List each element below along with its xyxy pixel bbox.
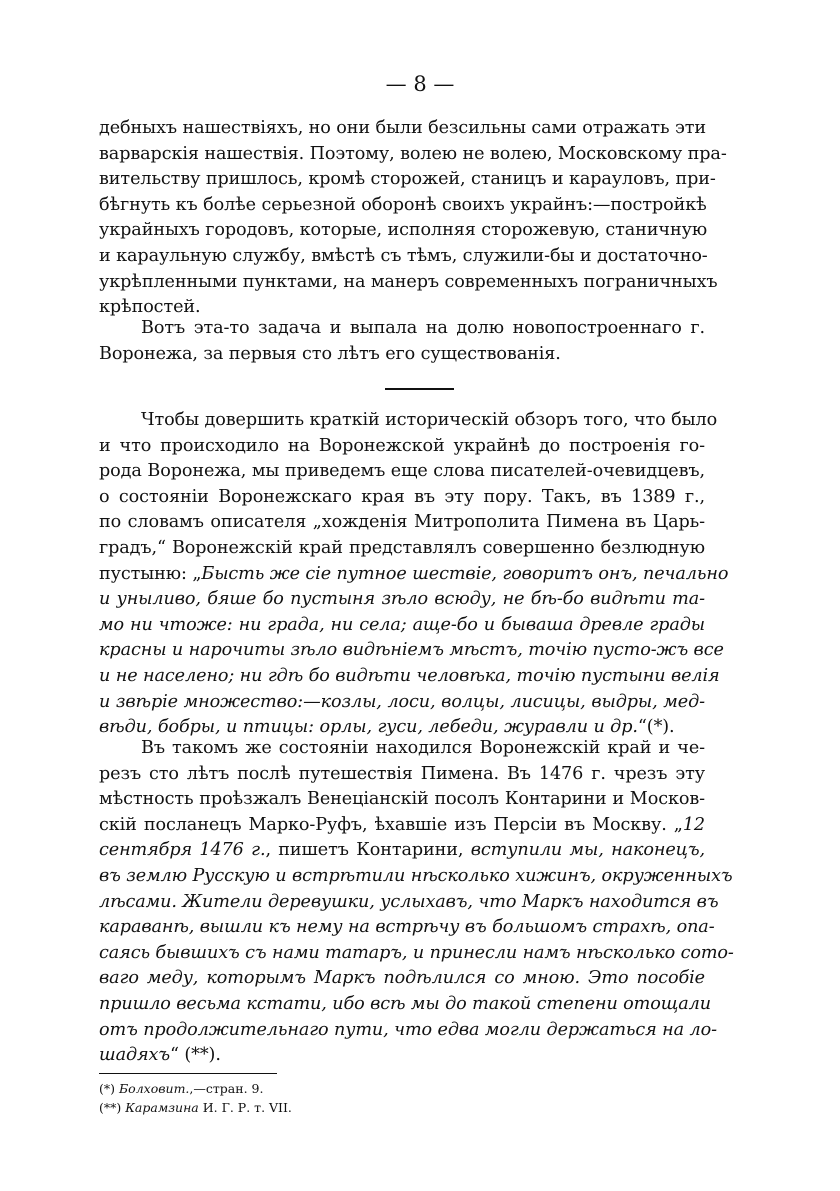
text-line (99, 941, 734, 967)
text-line (99, 434, 705, 460)
text-line (99, 536, 705, 562)
text-line (99, 510, 705, 536)
text-line (99, 762, 705, 788)
text-line (99, 562, 729, 588)
text-line (99, 638, 724, 664)
text-line (99, 459, 705, 485)
quote-text: караванѣ, вышли къ нему на встрѣчу въ большомъ страхѣ, опа- (99, 917, 715, 938)
body-text: пустыню: „ (99, 563, 202, 584)
body-text: “(*). (637, 717, 675, 738)
paragraph-4 (99, 736, 734, 1069)
body-text: “ (**). (170, 1045, 221, 1066)
footnote (99, 1098, 499, 1117)
text-line: варварскiя нашествiя. Поэтому, волею не волею, Московскому пра- (99, 143, 727, 164)
footnote (99, 1079, 499, 1098)
text-line (99, 813, 705, 839)
text-line: и караульную службу, вмѣстѣ съ тѣмъ, служили-бы и достаточно- (99, 245, 708, 266)
quote-text: вѣди, бобры, и птицы: орлы, гуси, лебеди, журавли и др. (99, 717, 638, 738)
quote-text: ваго меду, которымъ Маркъ подѣлился со мною. Это пособiе (99, 968, 705, 989)
text-line (99, 864, 733, 890)
quote-text: саясь бывшихъ съ нами татаръ, и принесли намъ нѣсколько сото- (99, 942, 734, 963)
body-text: резъ сто лѣтъ послѣ путешествiя Пимена. Въ 1476 г. чрезъ эту (99, 763, 705, 784)
quote-text: въ землю Русскую и встрѣтили нѣсколько хижинъ, окруженныхъ (99, 865, 733, 886)
text-line (99, 890, 719, 916)
footnote-text: И. Г. Р. т. VII. (198, 1100, 292, 1115)
paragraph-1 (99, 116, 727, 321)
footnote-marker: (**) (99, 1100, 122, 1115)
text-line: Воронежа, за первыя сто лѣтъ его существованiя. (99, 343, 561, 364)
section-divider (385, 388, 454, 390)
quote-text: сентября 1476 г. (99, 840, 266, 861)
quote-text: вступили мы, наконецъ, (470, 840, 705, 861)
text-line: вительству пришлось, кромѣ сторожей, станицъ и карауловъ, при- (99, 169, 716, 190)
footnote-text: ,—стран. 9. (189, 1081, 264, 1096)
paragraph-3 (99, 408, 729, 741)
quote-text: лѣсами. Жители деревушки, услыхавъ, что Маркъ находится въ (99, 891, 719, 912)
footnote-source: Болховит. (119, 1081, 190, 1096)
text-line: украйныхъ городовъ, которые, исполняя сторожевую, станичную (99, 220, 708, 241)
text-line (99, 992, 711, 1018)
quote-text: отъ продолжительнаго пути, что едва могли держаться на ло- (99, 1019, 717, 1040)
text-line (99, 485, 705, 511)
page-number: — 8 — (385, 72, 455, 96)
footnote-marker: (*) (99, 1081, 116, 1096)
body-text: мѣстность проѣзжалъ Венецiанскiй посолъ Контарини и Москов- (99, 789, 705, 810)
text-line (99, 1043, 705, 1069)
quote-text: и не населено; ни гдѣ бо видѣти человѣка, точiю пустыни велiя (99, 665, 720, 686)
body-text: по словамъ описателя „хожденiя Митрополита Пимена въ Царь- (99, 512, 705, 533)
body-text: Чтобы довершить краткiй историческiй обзоръ того, что было (141, 410, 718, 430)
paragraph-2 (99, 316, 705, 367)
quote-text: шадяхъ (99, 1045, 171, 1066)
text-line: крѣпостей. (99, 297, 201, 318)
text-line (99, 587, 705, 613)
quote-text: красны и нарочиты зѣло видѣнiемъ мѣстъ, точiю пусто-жъ все (99, 640, 724, 661)
text-line (99, 690, 705, 716)
text-line (99, 613, 705, 639)
body-text: и что происходило на Воронежской украйнѣ до построенiя го- (99, 435, 705, 456)
footnote-rule (99, 1073, 277, 1074)
text-line (99, 838, 705, 864)
body-text: скiй посланецъ Марко-Руфъ, ѣхавшiе изъ Персiи въ Москву. „ (99, 814, 683, 835)
text-line (99, 664, 720, 690)
footnotes (99, 1079, 499, 1117)
quote-text: мо ни чтоже: ни града, ни села; аще-бо и бываша древле грады (99, 614, 705, 635)
quote-text: Бысть же сiе путное шествiе, говоритъ онъ, печально (201, 563, 729, 584)
body-text: , пишетъ Контарини, (265, 840, 471, 861)
text-line (99, 787, 705, 813)
quote-text: 12 (682, 814, 705, 835)
text-line (99, 966, 705, 992)
quote-text: пришло весьма кстати, ибо всѣ мы до такой степени отощали (99, 993, 711, 1014)
body-text: Въ такомъ же состоянiи находился Воронежскiй край и че- (141, 738, 705, 758)
text-line: бѣгнуть къ болѣе серьезной оборонѣ своихъ украйнъ:—постройкѣ (99, 194, 707, 215)
text-line (99, 1018, 717, 1044)
body-text: о состоянiи Воронежскаго края въ эту пору. Такъ, въ 1389 г., (99, 486, 705, 507)
text-line: Вотъ эта-то задача и выпала на долю новопостроеннаго г. (141, 318, 705, 338)
footnote-source: Карамзина (125, 1100, 199, 1115)
text-line: дебныхъ нашествiяхъ, но они были безсильны сами отражать эти (99, 118, 706, 138)
text-line (99, 736, 705, 762)
body-text: рода Воронежа, мы приведемъ еще слова писателей-очевидцевъ, (99, 461, 705, 482)
text-line: укрѣпленными пунктами, на манеръ современныхъ пограничныхъ (99, 271, 718, 292)
text-line (99, 408, 718, 434)
quote-text: и уныливо, бяше бо пустыня зѣло всюду, не бѣ-бо видѣти та- (99, 589, 705, 610)
body-text: градъ,“ Воронежскiй край представлялъ совершенно безлюдную (99, 537, 705, 558)
quote-text: и звѣрiе множество:—козлы, лоси, волцы, лисицы, выдры, мед- (99, 691, 705, 712)
text-line (99, 915, 715, 941)
